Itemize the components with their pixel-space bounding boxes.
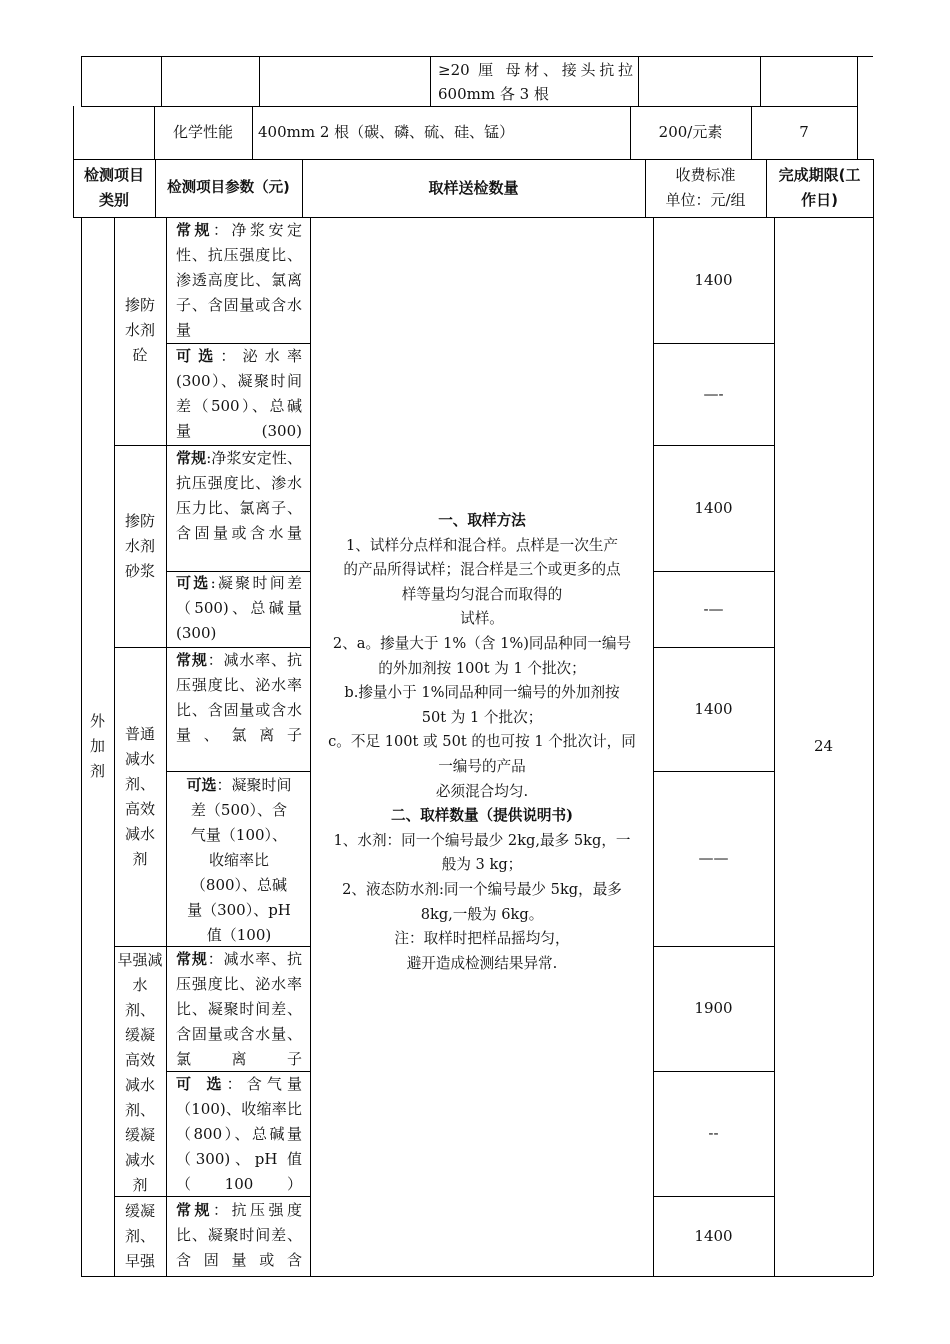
fee-regular-2: 1400 — [694, 498, 733, 517]
sampling-line: 的产品所得试样；混合样是三个或更多的点 — [343, 561, 621, 579]
group-name-line: 缓凝 — [124, 1202, 155, 1220]
sampling-line: c。不足 100t 或 50t 的也可按 1 个批次计，同 — [328, 733, 636, 751]
param-text: :凝聚时间差（500)、总碱量(300) — [176, 574, 302, 642]
table-border — [857, 106, 858, 159]
header-fee — [645, 159, 766, 217]
fee-regular-5: 1400 — [694, 1226, 733, 1245]
table-border — [81, 1276, 873, 1277]
header-category — [73, 159, 155, 217]
fee-regular-3: 1400 — [694, 699, 733, 718]
group-name-3 — [114, 722, 166, 872]
table-border — [430, 56, 431, 106]
param-text: ：抗压强度比、凝聚时间差、含固量或含 — [176, 1201, 302, 1269]
param-line: 差（500）、含 — [190, 801, 288, 819]
group-name-5 — [114, 1199, 166, 1274]
param-text: :净浆安定性、抗压强度比、渗水压力比、氯离子、含固量或含水量 — [176, 449, 302, 542]
group-name-line: 剂 — [132, 1176, 148, 1194]
param-optional-2 — [174, 571, 304, 646]
param-line: 收缩率比 — [208, 851, 269, 869]
sampling-line: 的外加剂按 100t 为 1 个批次； — [378, 659, 586, 677]
chem-param-cell: 化学性能 — [172, 123, 233, 141]
top-row-sample-line: 600mm 各 3 根 — [438, 85, 549, 103]
table-border — [166, 771, 310, 772]
group-name-line: 水剂 — [124, 537, 155, 555]
group-name-line: 砼 — [132, 346, 148, 364]
group-name-2 — [114, 509, 166, 584]
param-regular-4 — [174, 947, 304, 1072]
group-name-line: 剂、 — [124, 775, 155, 793]
fee-optional-3: —— — [698, 849, 729, 867]
table-border — [857, 56, 858, 106]
param-label: 常规 — [176, 651, 208, 669]
chem-fee-cell: 200/元素 — [658, 123, 723, 141]
group-name-line: 水 — [132, 976, 148, 994]
param-line: （800）、总碱 — [190, 876, 288, 894]
table-border — [81, 56, 82, 106]
param-text: ：凝聚时间 — [216, 776, 292, 794]
header-fee-line: 收费标准 — [675, 166, 736, 184]
header-sample: 取样送检数量 — [428, 178, 519, 197]
group-name-line: 早强减 — [117, 951, 163, 969]
sampling-line: 1、水剂：同一个编号最少 2kg,最多 5kg，一 — [333, 831, 631, 849]
category-main-char: 外 — [89, 712, 105, 730]
header-days-line: 作日) — [801, 191, 838, 209]
sampling-line: 2、液态防水剂:同一个编号最少 5kg，最多 — [342, 880, 622, 898]
table-border — [73, 106, 74, 159]
table-border — [259, 56, 260, 106]
fee-optional-1: —- — [703, 384, 724, 403]
chem-days-cell: 7 — [799, 123, 809, 141]
group-name-4 — [114, 948, 166, 1198]
group-name-line: 早强 — [124, 1252, 155, 1270]
table-border — [81, 56, 857, 57]
header-days-line: 完成期限(工 — [778, 166, 861, 184]
top-row-sample — [438, 58, 633, 106]
param-label: 常规 — [176, 1201, 213, 1219]
category-main — [81, 217, 114, 1276]
param-label: 可 选 — [176, 1075, 227, 1093]
group-name-line: 砂浆 — [124, 562, 155, 580]
sampling-line: 必须混合均匀. — [435, 782, 529, 800]
param-label: 常规 — [176, 221, 213, 239]
days-main: 24 — [813, 737, 834, 755]
param-optional-4 — [174, 1072, 304, 1197]
header-category-line: 检测项目 — [83, 166, 144, 184]
param-optional-1 — [174, 344, 304, 444]
param-line: 气量（100）、 — [190, 826, 288, 844]
group-name-line: 水剂 — [124, 321, 155, 339]
group-name-1 — [114, 293, 166, 368]
sampling-line: 8kg,一般为 6kg。 — [420, 905, 544, 923]
group-name-line: 剂 — [132, 850, 148, 868]
group-name-line: 缓凝 — [124, 1126, 155, 1144]
param-regular-1 — [174, 218, 304, 343]
sampling-line: 避开造成检测结果异常. — [406, 954, 558, 972]
sampling-line: 二、取样数量（提供说明书) — [390, 807, 574, 825]
top-row-sample-line: ≥20 厘 母材、接头抗拉 — [438, 61, 633, 79]
header-param: 检测项目参数（元) — [167, 179, 290, 196]
group-name-line: 减水 — [124, 1076, 155, 1094]
param-label: 可选 — [176, 347, 221, 365]
sampling-line: 50t 为 1 个批次； — [421, 708, 543, 726]
group-name-line: 减水 — [124, 825, 155, 843]
sampling-line: 试样。 — [460, 610, 504, 628]
sampling-line: b.掺量小于 1%同品种同一编号的外加剂按 — [344, 684, 620, 702]
category-main-char: 加 — [89, 737, 105, 755]
sampling-line: 注：取样时把样品摇均匀， — [394, 930, 570, 948]
sampling-line: 1、试样分点样和混合样。点样是一次生产 — [346, 536, 618, 554]
param-text: ：净浆安定性、抗压强度比、渗透高度比、氯离子、含固量或含水量 — [176, 221, 302, 339]
sampling-line: 2、a。掺量大于 1%（含 1%)同品种同一编号 — [332, 634, 632, 652]
table-border — [857, 56, 873, 57]
param-label: 常规 — [176, 449, 207, 467]
fee-optional-4: -- — [708, 1124, 719, 1142]
category-main-char: 剂 — [89, 762, 105, 780]
table-border — [252, 106, 253, 159]
group-name-line: 高效 — [124, 1051, 155, 1069]
param-line: 值（100) — [206, 926, 272, 944]
group-name-line: 高效 — [124, 800, 155, 818]
table-border — [161, 56, 162, 106]
sampling-line: 样等量均匀混合而取得的 — [401, 585, 563, 603]
param-regular-3 — [174, 648, 304, 748]
sampling-line: 一编号的产品 — [438, 757, 526, 775]
header-days — [766, 159, 873, 217]
group-name-line: 减水 — [124, 750, 155, 768]
param-text: ：含气量（100)、收缩率比（800）、总碱量（300)、pH 值（100） — [176, 1075, 302, 1193]
group-name-line: 剂、 — [124, 1101, 155, 1119]
param-label: 常规 — [176, 950, 208, 968]
table-border — [166, 217, 167, 1276]
param-line: 量（300）、pH — [187, 901, 291, 919]
group-name-line: 剂、 — [124, 1227, 155, 1245]
table-border — [310, 217, 311, 1276]
sampling-line: 般为 3 kg； — [441, 856, 523, 874]
fee-regular-1: 1400 — [694, 270, 733, 289]
param-line — [170, 773, 308, 798]
fee-regular-4: 1900 — [694, 999, 733, 1017]
fee-optional-2: -— — [703, 599, 724, 618]
param-optional-3 — [170, 773, 308, 948]
sampling-instructions — [312, 509, 652, 976]
table-border — [873, 159, 874, 217]
sampling-line: 一、取样方法 — [438, 512, 526, 529]
chem-sample-cell: 400mm 2 根（碳、磷、硫、硅、锰） — [258, 123, 515, 141]
param-label: 可选 — [176, 574, 211, 592]
param-regular-5 — [174, 1198, 304, 1273]
table-border — [873, 217, 874, 1276]
group-name-line: 剂、 — [124, 1001, 155, 1019]
group-name-line: 减水 — [124, 1151, 155, 1169]
header-fee-line: 单位：元/组 — [665, 191, 746, 209]
group-name-line: 缓凝 — [124, 1026, 155, 1044]
param-text: ：减水率、抗压强度比、泌水率比、含固量或含水量、氯离子 — [176, 651, 302, 744]
group-name-line: 普通 — [124, 725, 155, 743]
table-border — [638, 56, 639, 106]
header-category-line: 类别 — [98, 191, 129, 209]
param-text: ：泌水率(300）、凝聚时间差（500）、总碱量(300) — [176, 347, 302, 440]
group-name-line: 掺防 — [124, 512, 155, 530]
param-text: ：减水率、抗压强度比、泌水率比、凝聚时间差、含固量或含水量、氯离子 — [176, 950, 302, 1068]
group-name-line: 掺防 — [124, 296, 155, 314]
param-label: 可选 — [186, 776, 217, 794]
table-border — [760, 56, 761, 106]
param-regular-2 — [174, 446, 304, 546]
